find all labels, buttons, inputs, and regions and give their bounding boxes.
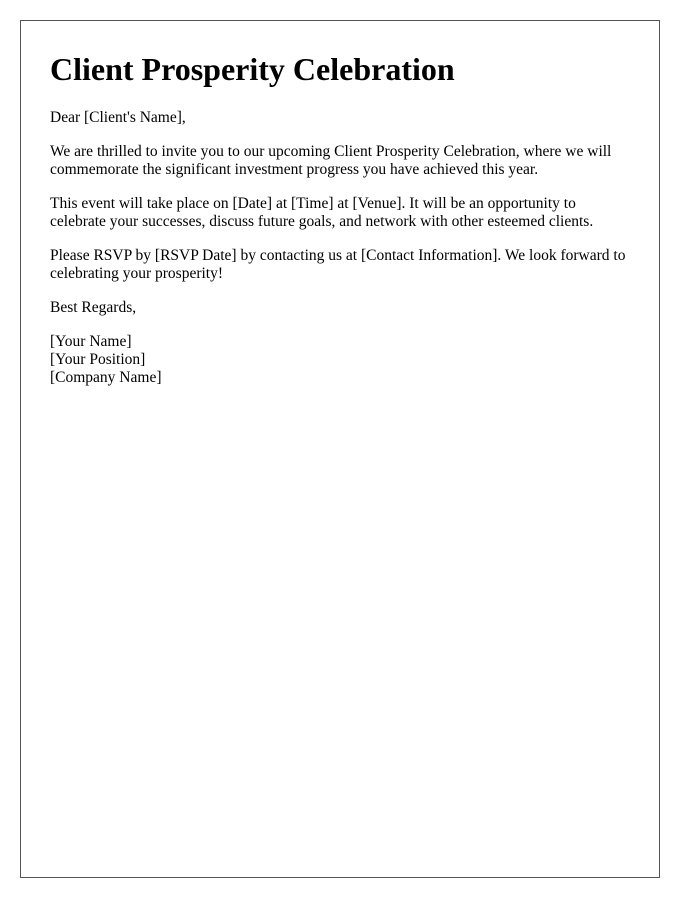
letter-paragraph-event-details: This event will take place on [Date] at [Time] at [Venue]. It will be an opportunity to celebrate your successes, discuss future goals, and network with other esteemed clients. [50,195,594,230]
letter-page [20,20,660,878]
letter-closing: Best Regards, [50,299,137,316]
letter-greeting: Dear [Client's Name], [50,109,186,126]
signature-company: [Company Name] [50,369,162,386]
letter-title: Client Prosperity Celebration [50,51,455,87]
letter-paragraph-invitation: We are thrilled to invite you to our upcoming Client Prosperity Celebration, where we will commemorate the significant investment progress you have achieved this year. [50,143,612,178]
signature-name: [Your Name] [50,333,132,350]
signature-position: [Your Position] [50,351,146,368]
letter-paragraph-rsvp: Please RSVP by [RSVP Date] by contacting us at [Contact Information]. We look forward to celebrating your prosperity! [50,247,626,282]
letter-signature [50,333,631,387]
letter-content [50,21,631,387]
